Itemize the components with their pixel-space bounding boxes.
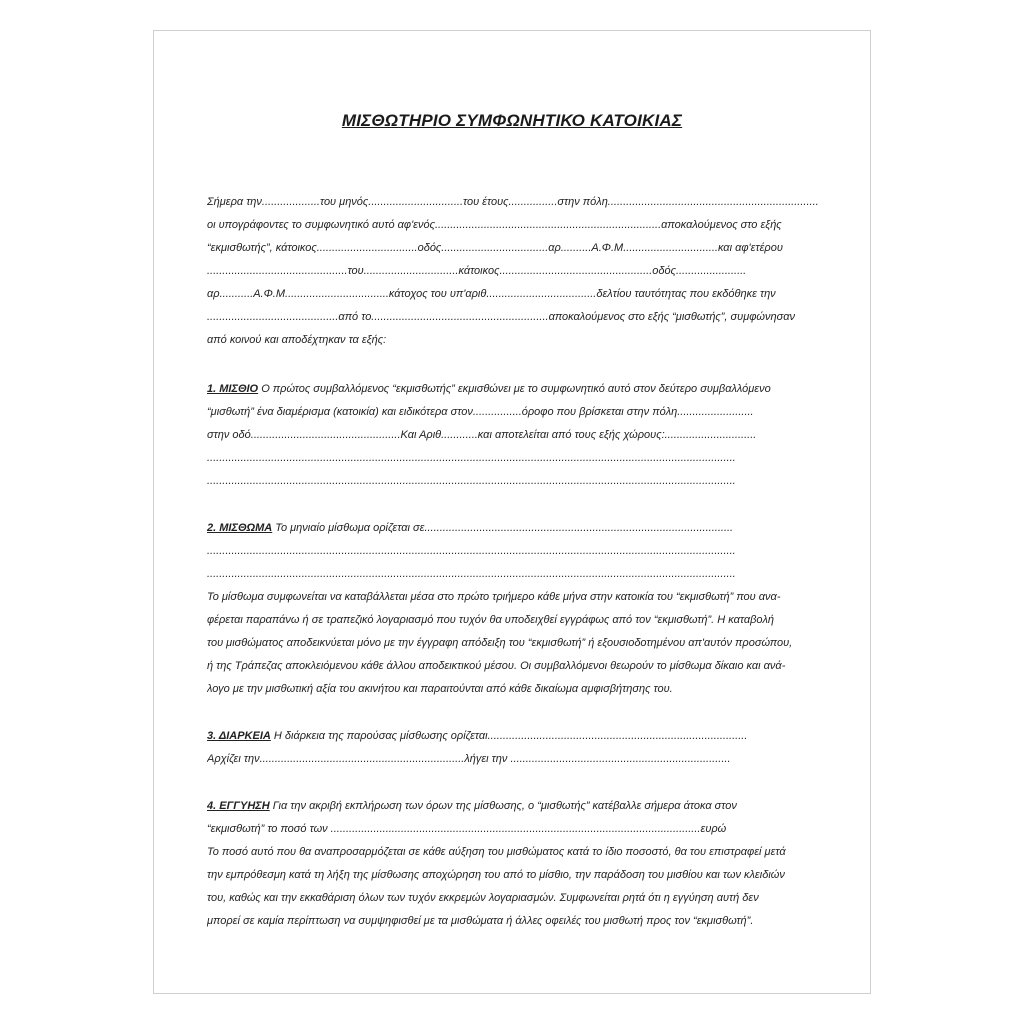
section-eggyisi (207, 795, 825, 933)
intro-line: “εκμισθωτής”, κάτοικος.................................οδός...................................αρ..........Α.Φ.Μ...............................και αφ'ετέρου (207, 242, 783, 254)
section-text: Για την ακριβή εκπλήρωση των όρων της μίσθωσης, ο “μισθωτής” κατέβαλλε σήμερα άτοκα στον (272, 800, 737, 812)
paragraph-line: μπορεί σε καμία περίπτωση να συμψηφισθεί με τα μισθώματα ή άλλες οφειλές του μισθωτή προς τον “εκμισθωτή”. (207, 915, 754, 927)
intro-line: από κοινού και αποδέχτηκαν τα εξής: (207, 334, 387, 346)
section-text: Το μηνιαίο μίσθωμα ορίζεται σε..................................................................................................... (275, 522, 734, 534)
intro-line: ..............................................του...............................κάτοικος..................................................οδός....................... (207, 265, 747, 277)
blank-fill-line: ............................................................................................................................................................................. (207, 568, 736, 580)
section-diarkeia (207, 725, 825, 771)
paragraph-line: Το ποσό αυτό που θα αναπροσαρμόζεται σε κάθε αύξηση του μισθώματος κατά το ίδιο ποσοστό, θα του επιστραφεί μετά (207, 846, 786, 858)
intro-block (207, 191, 825, 352)
paragraph-line: ή της Τράπεζας αποκλειόμενου κάθε άλλου αποδεικτικού μέσου. Οι συμβαλλόμενοι θεωρούν το μίσθωμα δίκαιο και ανά- (207, 660, 786, 672)
paragraph-line: την εμπρόθεσμη κατά τη λήξη της μίσθωσης αποχώρηση του από το μίσθιο, την παράδοση του μισθίου και των κλειδιών (207, 869, 785, 881)
section-text: Η διάρκεια της παρούσας μίσθωσης ορίζεται..................................................................................... (273, 730, 748, 742)
section-heading: 4. ΕΓΓΥΗΣΗ (207, 800, 270, 812)
section-text: Ο πρώτος συμβαλλόμενος “εκμισθωτής” εκμισθώνει με το συμφωνητικό αυτό στον δεύτερο συμβαλλόμενο (261, 383, 771, 395)
section-line: “εκμισθωτή” το ποσό των .........................................................................................................................ευρώ (207, 823, 727, 835)
blank-fill-line: ............................................................................................................................................................................. (207, 452, 736, 464)
paragraph-line: του, καθώς και την εκκαθάριση όλων των τυχόν εκκρεμών λογαριασμών. Συμφωνείται ρητά ότι η εγγύηση αυτή δεν (207, 892, 759, 904)
section-heading: 2. ΜΙΣΘΩΜΑ (207, 522, 273, 534)
paragraph-line: του μισθώματος αποδεικνύεται μόνο με την έγγραφη απόδειξη του “εκμισθωτή” ή εξουσιοδοτημένου απ'αυτόν προσώπου, (207, 637, 793, 649)
paragraph-line: Το μίσθωμα συμφωνείται να καταβάλλεται μέσα στο πρώτο τριήμερο κάθε μήνα στην κατοικία του “εκμισθωτή” που ανα- (207, 591, 781, 603)
blank-fill-line: ............................................................................................................................................................................. (207, 545, 736, 557)
section-line: “μισθωτή” ένα διαμέρισμα (κατοικία) και ειδικότερα στον................όροφο που βρίσκεται στην πόλη......................... (207, 406, 754, 418)
intro-line: αρ...........Α.Φ.Μ..................................κάτοχος του υπ'αριθ....................................δελτίου ταυτότητας που εκδόθηκε την (207, 288, 776, 300)
intro-line: ...........................................από το..........................................................αποκαλούμενος στο εξής “μισθωτής”, συμφώνησαν (207, 311, 796, 323)
section-heading: 3. ΔΙΑΡΚΕΙΑ (207, 730, 271, 742)
intro-line: Σήμερα την...................του μηνός...............................του έτους................στην πόλη..................................................................... (207, 196, 819, 208)
document-page (153, 30, 871, 994)
section-line: στην οδό.................................................Και Αριθ............και αποτελείται από τους εξής χώρους:.............................. (207, 429, 757, 441)
section-misthio (207, 378, 825, 493)
section-heading: 1. ΜΙΣΘΙΟ (207, 383, 259, 395)
blank-fill-line: ............................................................................................................................................................................. (207, 475, 736, 487)
paragraph-line: λογο με την μισθωτική αξία του ακινήτου και παραιτούνται από κάθε δικαίωμα αμφισβήτησης του. (207, 683, 673, 695)
intro-line: οι υπογράφοντες το συμφωνητικό αυτό αφ'ενός..........................................................................αποκαλούμενος στο εξής (207, 219, 782, 231)
document-body (207, 191, 825, 933)
section-line: Αρχίζει την...................................................................λήγει την ........................................................................ (207, 753, 731, 765)
section-misthoma (207, 517, 825, 701)
document-title: ΜΙΣΘΩΤΗΡΙΟ ΣΥΜΦΩΝΗΤΙΚΟ ΚΑΤΟΙΚΙΑΣ (341, 111, 683, 130)
paragraph-line: φέρεται παραπάνω ή σε τραπεζικό λογαριασμό που τυχόν θα υποδειχθεί εγγράφως από τον “εκμισθωτή”. Η καταβολή (207, 614, 775, 626)
